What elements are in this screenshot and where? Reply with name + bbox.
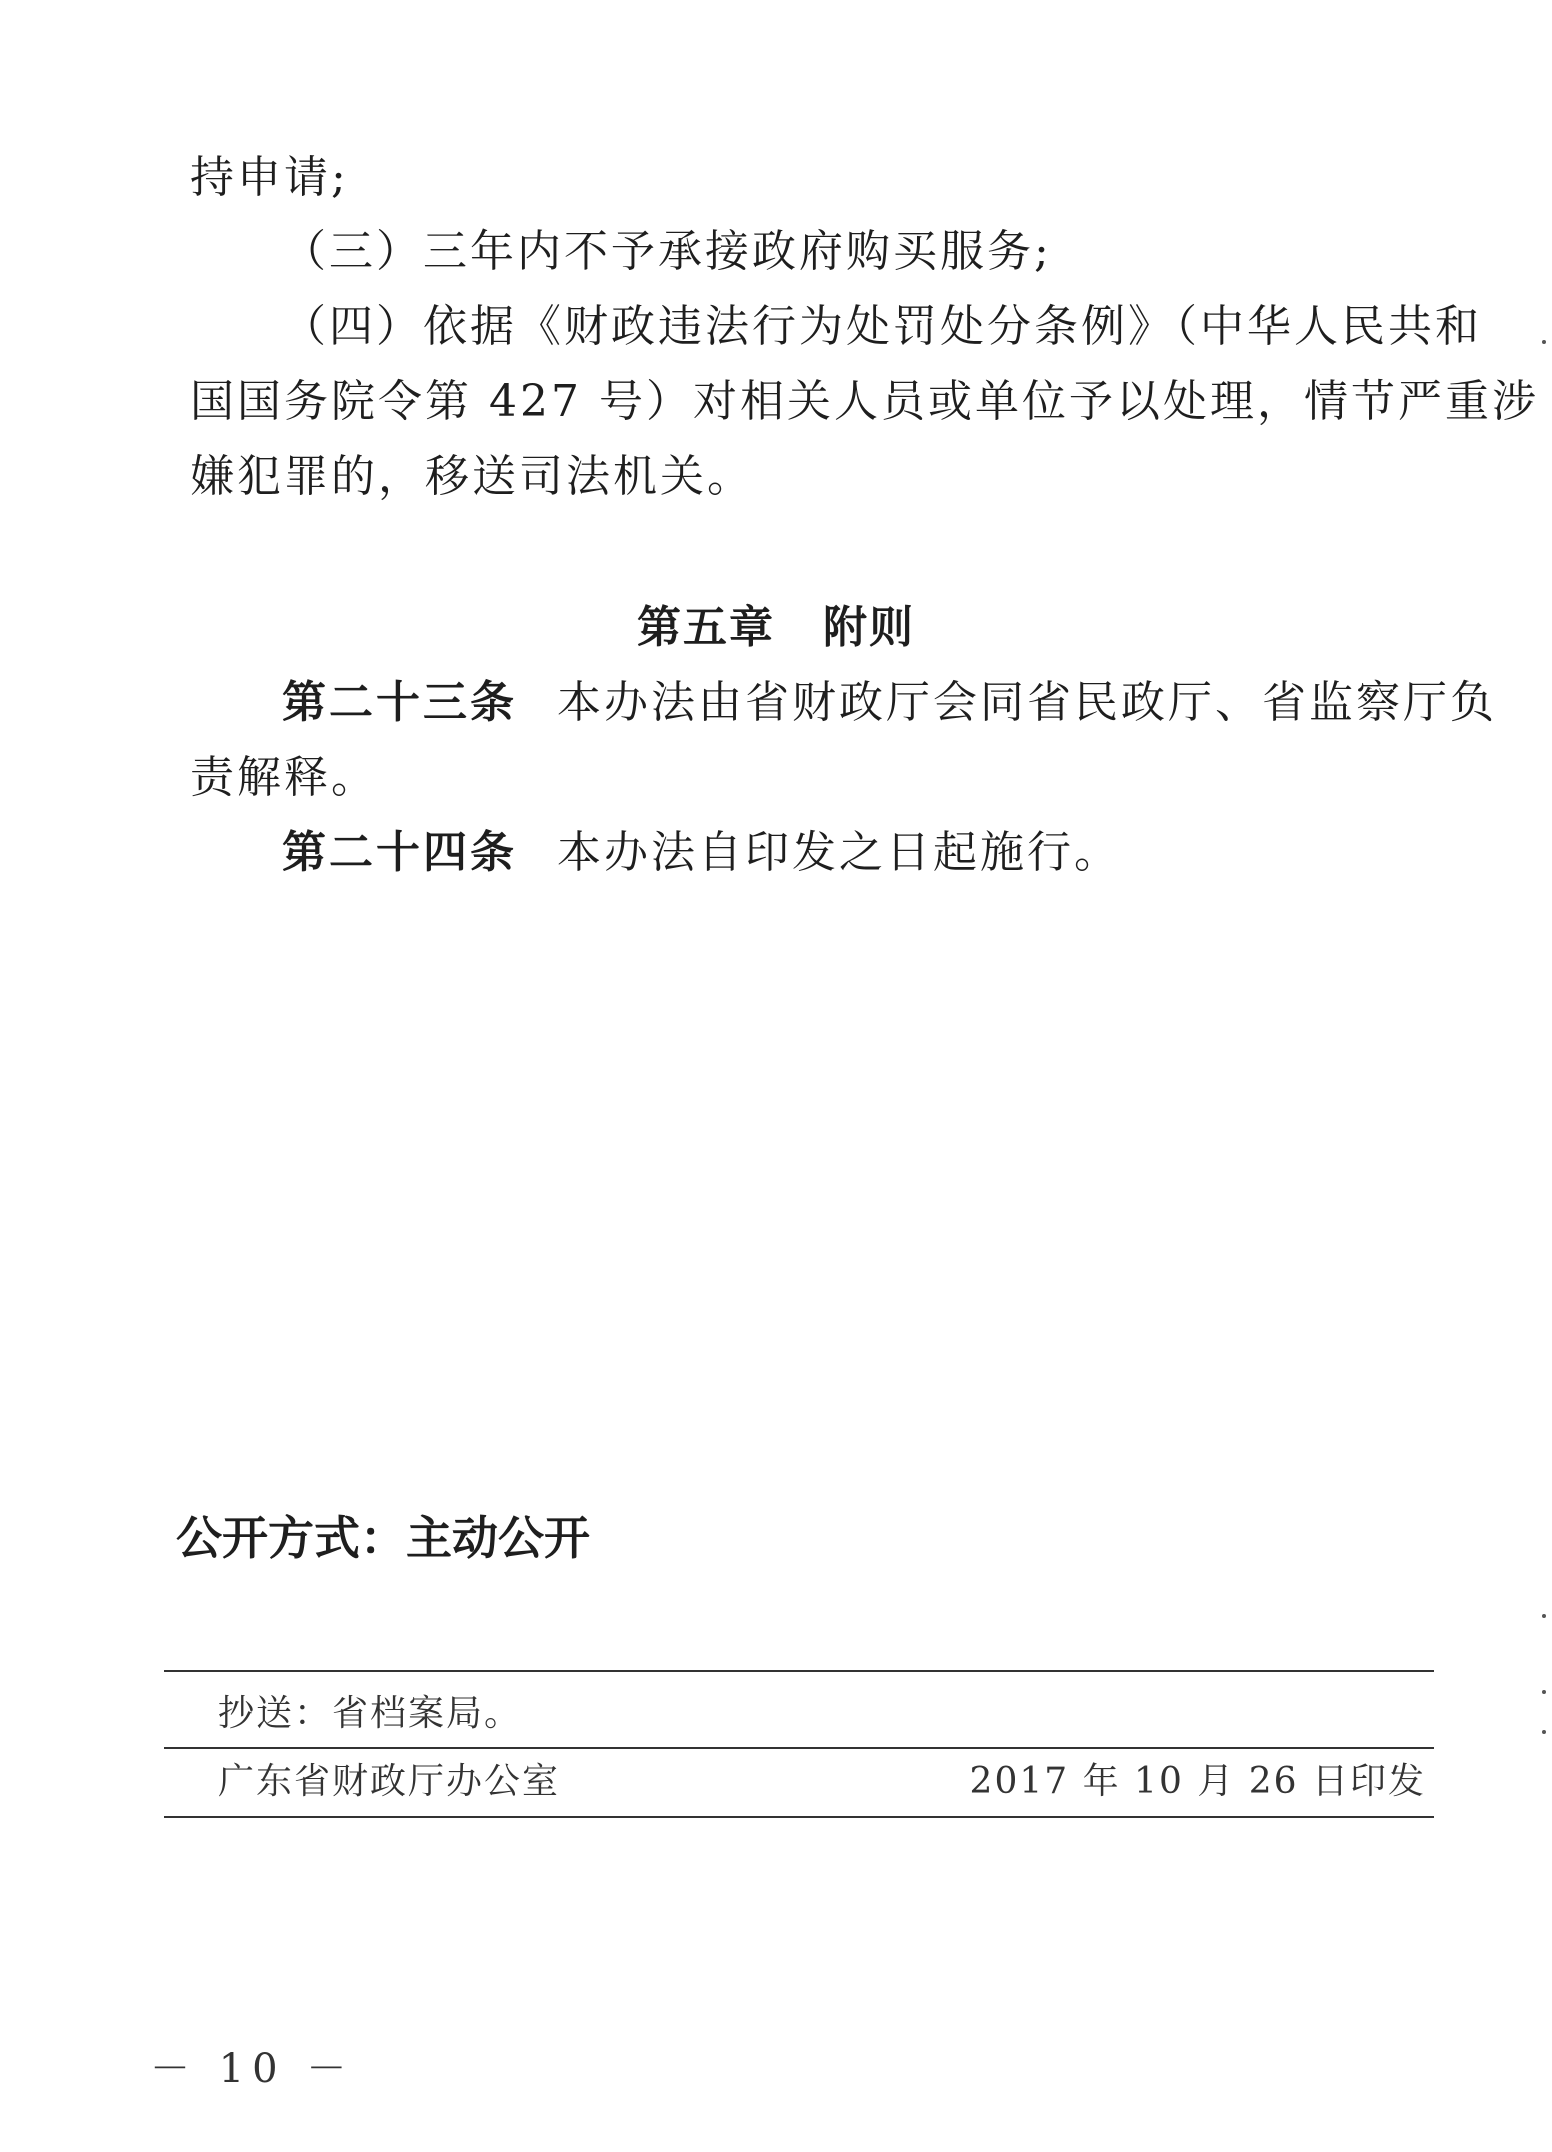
article-24-text: 本办法自印发之日起施行。 — [557, 827, 1121, 878]
chapter-title: 附则 — [823, 602, 915, 653]
article-24-heading: 第二十四条 — [282, 827, 517, 878]
footer-rule-middle — [164, 1747, 1434, 1749]
article-23-line-2: 责解释。 — [190, 752, 378, 803]
body-item-4-line-1: （四）依据《财政违法行为处罚处分条例》（中华人民共和 — [282, 301, 1482, 352]
body-item-3: （三）三年内不予承接政府购买服务; — [282, 226, 1052, 277]
article-23-text: 本办法由省财政厅会同省民政厅、省监察厅负 — [557, 677, 1497, 728]
article-23-heading: 第二十三条 — [282, 677, 517, 728]
chapter-number: 第五章 — [637, 602, 775, 653]
body-item-4-line-2: 国国务院令第 427 号）对相关人员或单位予以处理，情节严重涉 — [190, 376, 1539, 427]
scan-speck — [1542, 340, 1546, 344]
footer-issuer: 广东省财政厅办公室 — [218, 1761, 561, 1802]
chapter-heading — [0, 598, 1552, 658]
page-number: － 10 － — [150, 2046, 355, 2092]
footer-rule-bottom — [164, 1816, 1434, 1818]
article-24 — [282, 823, 1121, 883]
footer-issue-date: 2017 年 10 月 26 日印发 — [969, 1761, 1426, 1802]
body-line-continuation: 持申请; — [190, 152, 349, 203]
article-23-line-1 — [282, 673, 1497, 733]
scan-speck — [1542, 1730, 1546, 1734]
scan-speck — [1542, 1614, 1546, 1618]
disclosure-method: 公开方式：主动公开 — [176, 1511, 590, 1565]
scan-speck — [1542, 1690, 1546, 1694]
body-item-4-line-3: 嫌犯罪的，移送司法机关。 — [190, 451, 754, 502]
footer-rule-top — [164, 1670, 1434, 1672]
footer-cc: 抄送：省档案局。 — [218, 1693, 523, 1734]
